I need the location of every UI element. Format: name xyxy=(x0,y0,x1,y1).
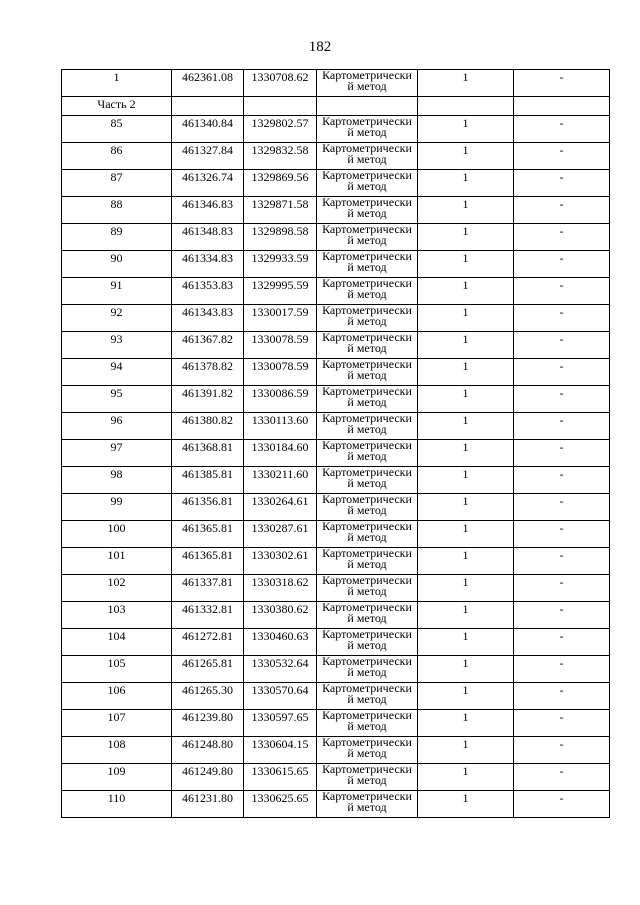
accuracy-cell: 1 xyxy=(418,332,514,359)
method-line-2: й метод xyxy=(347,530,387,544)
point-number-cell: 92 xyxy=(62,305,172,332)
y-coordinate-cell: 1330708.62 xyxy=(244,70,317,97)
accuracy-cell: 1 xyxy=(418,629,514,656)
table-row xyxy=(62,656,610,683)
method-cell xyxy=(317,575,418,602)
point-number-cell: 94 xyxy=(62,359,172,386)
table-row xyxy=(62,710,610,737)
y-coordinate-cell: 1330615.65 xyxy=(244,764,317,791)
x-coordinate-cell: 461346.83 xyxy=(172,197,244,224)
y-coordinate-cell: 1330460.63 xyxy=(244,629,317,656)
x-coordinate-cell: 461326.74 xyxy=(172,170,244,197)
method-line-2: й метод xyxy=(347,260,387,274)
description-cell: - xyxy=(514,116,610,143)
x-coordinate-cell: 461272.81 xyxy=(172,629,244,656)
x-coordinate-cell: 461334.83 xyxy=(172,251,244,278)
method-cell xyxy=(317,494,418,521)
method-line-1: Картометрически xyxy=(322,250,412,263)
point-number-cell: 109 xyxy=(62,764,172,791)
method-cell xyxy=(317,548,418,575)
table-row xyxy=(62,197,610,224)
table-row xyxy=(62,737,610,764)
method-line-1: Картометрически xyxy=(322,520,412,533)
method-line-2: й метод xyxy=(347,341,387,355)
method-line-1: Картометрически xyxy=(322,439,412,452)
point-number-cell: 96 xyxy=(62,413,172,440)
method-cell xyxy=(317,602,418,629)
description-cell: - xyxy=(514,521,610,548)
method-cell xyxy=(317,413,418,440)
method-line-2: й метод xyxy=(347,557,387,571)
method-cell xyxy=(317,197,418,224)
accuracy-cell: 1 xyxy=(418,494,514,521)
accuracy-cell: 1 xyxy=(418,683,514,710)
coordinates-table xyxy=(61,69,610,818)
table-row xyxy=(62,278,610,305)
accuracy-cell: 1 xyxy=(418,197,514,224)
method-cell xyxy=(317,305,418,332)
point-number-cell: 106 xyxy=(62,683,172,710)
method-line-2: й метод xyxy=(347,476,387,490)
table-row xyxy=(62,413,610,440)
x-coordinate-cell: 461385.81 xyxy=(172,467,244,494)
y-coordinate-cell: 1330287.61 xyxy=(244,521,317,548)
point-number-cell: 102 xyxy=(62,575,172,602)
description-cell: - xyxy=(514,224,610,251)
y-coordinate-cell: 1330604.15 xyxy=(244,737,317,764)
x-coordinate-cell: 461265.30 xyxy=(172,683,244,710)
y-coordinate-cell: 1329871.58 xyxy=(244,197,317,224)
method-line-2: й метод xyxy=(347,665,387,679)
y-coordinate-cell: 1329933.59 xyxy=(244,251,317,278)
table-row xyxy=(62,170,610,197)
description-cell: - xyxy=(514,494,610,521)
method-line-2: й метод xyxy=(347,800,387,814)
accuracy-cell: 1 xyxy=(418,737,514,764)
x-coordinate-cell: 461356.81 xyxy=(172,494,244,521)
method-line-2: й метод xyxy=(347,611,387,625)
table-row xyxy=(62,359,610,386)
method-line-2: й метод xyxy=(347,152,387,166)
description-cell: - xyxy=(514,386,610,413)
point-number-cell: 85 xyxy=(62,116,172,143)
table-row xyxy=(62,305,610,332)
description-cell: - xyxy=(514,764,610,791)
x-coordinate-cell: 461249.80 xyxy=(172,764,244,791)
accuracy-cell: 1 xyxy=(418,305,514,332)
method-line-2: й метод xyxy=(347,79,387,93)
accuracy-cell: 1 xyxy=(418,386,514,413)
description-cell: - xyxy=(514,656,610,683)
x-coordinate-cell: 461265.81 xyxy=(172,656,244,683)
x-coordinate-cell: 461248.80 xyxy=(172,737,244,764)
coordinates-table-body xyxy=(62,70,610,818)
y-coordinate-cell: 1330086.59 xyxy=(244,386,317,413)
method-cell xyxy=(317,278,418,305)
empty-cell xyxy=(514,97,610,116)
method-line-1: Картометрически xyxy=(322,709,412,722)
point-number-cell: 107 xyxy=(62,710,172,737)
table-row xyxy=(62,521,610,548)
method-line-1: Картометрически xyxy=(322,115,412,128)
x-coordinate-cell: 461380.82 xyxy=(172,413,244,440)
y-coordinate-cell: 1329802.57 xyxy=(244,116,317,143)
method-cell xyxy=(317,467,418,494)
y-coordinate-cell: 1330184.60 xyxy=(244,440,317,467)
point-number-cell: 91 xyxy=(62,278,172,305)
method-cell xyxy=(317,737,418,764)
table-row xyxy=(62,548,610,575)
accuracy-cell: 1 xyxy=(418,548,514,575)
point-number-cell: 87 xyxy=(62,170,172,197)
method-cell xyxy=(317,656,418,683)
method-line-1: Картометрически xyxy=(322,142,412,155)
description-cell: - xyxy=(514,629,610,656)
empty-cell xyxy=(172,97,244,116)
table-row xyxy=(62,764,610,791)
description-cell: - xyxy=(514,575,610,602)
method-line-1: Картометрически xyxy=(322,547,412,560)
accuracy-cell: 1 xyxy=(418,413,514,440)
description-cell: - xyxy=(514,413,610,440)
accuracy-cell: 1 xyxy=(418,70,514,97)
y-coordinate-cell: 1330570.64 xyxy=(244,683,317,710)
method-line-2: й метод xyxy=(347,692,387,706)
point-number-cell: 90 xyxy=(62,251,172,278)
accuracy-cell: 1 xyxy=(418,521,514,548)
method-cell xyxy=(317,251,418,278)
description-cell: - xyxy=(514,548,610,575)
table-row xyxy=(62,116,610,143)
accuracy-cell: 1 xyxy=(418,143,514,170)
point-number-cell: 97 xyxy=(62,440,172,467)
y-coordinate-cell: 1330318.62 xyxy=(244,575,317,602)
point-number-cell: 108 xyxy=(62,737,172,764)
accuracy-cell: 1 xyxy=(418,440,514,467)
y-coordinate-cell: 1329869.56 xyxy=(244,170,317,197)
method-line-2: й метод xyxy=(347,584,387,598)
description-cell: - xyxy=(514,791,610,818)
part-label: Часть 2 xyxy=(62,97,172,116)
method-line-2: й метод xyxy=(347,179,387,193)
accuracy-cell: 1 xyxy=(418,764,514,791)
description-cell: - xyxy=(514,305,610,332)
method-cell xyxy=(317,440,418,467)
method-cell xyxy=(317,359,418,386)
empty-cell xyxy=(418,97,514,116)
description-cell: - xyxy=(514,170,610,197)
point-number-cell: 93 xyxy=(62,332,172,359)
table-row-first xyxy=(62,70,610,97)
y-coordinate-cell: 1330380.62 xyxy=(244,602,317,629)
empty-cell xyxy=(244,97,317,116)
method-line-2: й метод xyxy=(347,638,387,652)
y-coordinate-cell: 1330017.59 xyxy=(244,305,317,332)
method-line-2: й метод xyxy=(347,503,387,517)
method-line-2: й метод xyxy=(347,422,387,436)
table-row xyxy=(62,629,610,656)
method-line-2: й метод xyxy=(347,125,387,139)
x-coordinate-cell: 461340.84 xyxy=(172,116,244,143)
accuracy-cell: 1 xyxy=(418,116,514,143)
x-coordinate-cell: 461365.81 xyxy=(172,521,244,548)
y-coordinate-cell: 1330532.64 xyxy=(244,656,317,683)
description-cell: - xyxy=(514,359,610,386)
method-line-1: Картометрически xyxy=(322,790,412,803)
y-coordinate-cell: 1330597.65 xyxy=(244,710,317,737)
x-coordinate-cell: 461368.81 xyxy=(172,440,244,467)
x-coordinate-cell: 461239.80 xyxy=(172,710,244,737)
method-line-2: й метод xyxy=(347,719,387,733)
x-coordinate-cell: 461353.83 xyxy=(172,278,244,305)
method-cell xyxy=(317,791,418,818)
method-cell xyxy=(317,683,418,710)
y-coordinate-cell: 1330211.60 xyxy=(244,467,317,494)
point-number-cell: 99 xyxy=(62,494,172,521)
method-line-2: й метод xyxy=(347,287,387,301)
description-cell: - xyxy=(514,70,610,97)
method-line-2: й метод xyxy=(347,206,387,220)
x-coordinate-cell: 461348.83 xyxy=(172,224,244,251)
method-line-1: Картометрически xyxy=(322,655,412,668)
method-cell xyxy=(317,521,418,548)
description-cell: - xyxy=(514,143,610,170)
method-line-2: й метод xyxy=(347,773,387,787)
x-coordinate-cell: 461343.83 xyxy=(172,305,244,332)
table-row xyxy=(62,683,610,710)
x-coordinate-cell: 461391.82 xyxy=(172,386,244,413)
description-cell: - xyxy=(514,683,610,710)
method-line-1: Картометрически xyxy=(322,277,412,290)
table-row xyxy=(62,251,610,278)
method-line-1: Картометрически xyxy=(322,601,412,614)
accuracy-cell: 1 xyxy=(418,251,514,278)
method-cell xyxy=(317,332,418,359)
table-row xyxy=(62,332,610,359)
accuracy-cell: 1 xyxy=(418,602,514,629)
accuracy-cell: 1 xyxy=(418,224,514,251)
method-line-2: й метод xyxy=(347,233,387,247)
x-coordinate-cell: 461378.82 xyxy=(172,359,244,386)
method-line-1: Картометрически xyxy=(322,466,412,479)
description-cell: - xyxy=(514,440,610,467)
accuracy-cell: 1 xyxy=(418,467,514,494)
part-header-row xyxy=(62,97,610,116)
x-coordinate-cell: 461337.81 xyxy=(172,575,244,602)
point-number-cell: 88 xyxy=(62,197,172,224)
point-number-cell: 86 xyxy=(62,143,172,170)
y-coordinate-cell: 1329898.58 xyxy=(244,224,317,251)
method-line-1: Картометрически xyxy=(322,385,412,398)
method-line-1: Картометрически xyxy=(322,223,412,236)
method-cell xyxy=(317,70,418,97)
table-row xyxy=(62,494,610,521)
page-number: 182 xyxy=(308,39,332,55)
method-cell xyxy=(317,764,418,791)
accuracy-cell: 1 xyxy=(418,575,514,602)
table-row xyxy=(62,575,610,602)
y-coordinate-cell: 1330078.59 xyxy=(244,359,317,386)
table-row xyxy=(62,602,610,629)
x-coordinate-cell: 461327.84 xyxy=(172,143,244,170)
table-row xyxy=(62,386,610,413)
y-coordinate-cell: 1330078.59 xyxy=(244,332,317,359)
accuracy-cell: 1 xyxy=(418,791,514,818)
description-cell: - xyxy=(514,710,610,737)
method-line-2: й метод xyxy=(347,314,387,328)
table-row xyxy=(62,143,610,170)
method-line-1: Картометрически xyxy=(322,331,412,344)
point-number-cell: 105 xyxy=(62,656,172,683)
method-line-1: Картометрически xyxy=(322,574,412,587)
y-coordinate-cell: 1330625.65 xyxy=(244,791,317,818)
method-cell xyxy=(317,629,418,656)
point-number-cell: 110 xyxy=(62,791,172,818)
x-coordinate-cell: 461367.82 xyxy=(172,332,244,359)
description-cell: - xyxy=(514,251,610,278)
method-line-1: Картометрически xyxy=(322,169,412,182)
point-number-cell: 95 xyxy=(62,386,172,413)
accuracy-cell: 1 xyxy=(418,359,514,386)
description-cell: - xyxy=(514,197,610,224)
point-number-cell: 98 xyxy=(62,467,172,494)
method-line-1: Картометрически xyxy=(322,412,412,425)
y-coordinate-cell: 1329995.59 xyxy=(244,278,317,305)
table-row xyxy=(62,467,610,494)
method-line-1: Картометрически xyxy=(322,682,412,695)
description-cell: - xyxy=(514,467,610,494)
y-coordinate-cell: 1329832.58 xyxy=(244,143,317,170)
method-cell xyxy=(317,386,418,413)
method-cell xyxy=(317,170,418,197)
table-row xyxy=(62,224,610,251)
point-number-cell: 1 xyxy=(62,70,172,97)
method-line-2: й метод xyxy=(347,395,387,409)
method-line-2: й метод xyxy=(347,746,387,760)
y-coordinate-cell: 1330302.61 xyxy=(244,548,317,575)
method-line-1: Картометрически xyxy=(322,69,412,82)
method-cell xyxy=(317,710,418,737)
point-number-cell: 103 xyxy=(62,602,172,629)
method-line-2: й метод xyxy=(347,449,387,463)
accuracy-cell: 1 xyxy=(418,710,514,737)
method-line-1: Картометрически xyxy=(322,304,412,317)
method-line-2: й метод xyxy=(347,368,387,382)
method-line-1: Картометрически xyxy=(322,736,412,749)
method-cell xyxy=(317,224,418,251)
point-number-cell: 104 xyxy=(62,629,172,656)
method-line-1: Картометрически xyxy=(322,196,412,209)
description-cell: - xyxy=(514,278,610,305)
table-row xyxy=(62,791,610,818)
method-cell xyxy=(317,143,418,170)
x-coordinate-cell: 461332.81 xyxy=(172,602,244,629)
description-cell: - xyxy=(514,602,610,629)
x-coordinate-cell: 461365.81 xyxy=(172,548,244,575)
x-coordinate-cell: 462361.08 xyxy=(172,70,244,97)
method-line-1: Картометрически xyxy=(322,358,412,371)
method-cell xyxy=(317,116,418,143)
empty-cell xyxy=(317,97,418,116)
method-line-1: Картометрически xyxy=(322,763,412,776)
accuracy-cell: 1 xyxy=(418,170,514,197)
x-coordinate-cell: 461231.80 xyxy=(172,791,244,818)
description-cell: - xyxy=(514,737,610,764)
point-number-cell: 101 xyxy=(62,548,172,575)
point-number-cell: 89 xyxy=(62,224,172,251)
accuracy-cell: 1 xyxy=(418,278,514,305)
method-line-1: Картометрически xyxy=(322,493,412,506)
accuracy-cell: 1 xyxy=(418,656,514,683)
y-coordinate-cell: 1330264.61 xyxy=(244,494,317,521)
method-line-1: Картометрически xyxy=(322,628,412,641)
description-cell: - xyxy=(514,332,610,359)
table-row xyxy=(62,440,610,467)
y-coordinate-cell: 1330113.60 xyxy=(244,413,317,440)
point-number-cell: 100 xyxy=(62,521,172,548)
